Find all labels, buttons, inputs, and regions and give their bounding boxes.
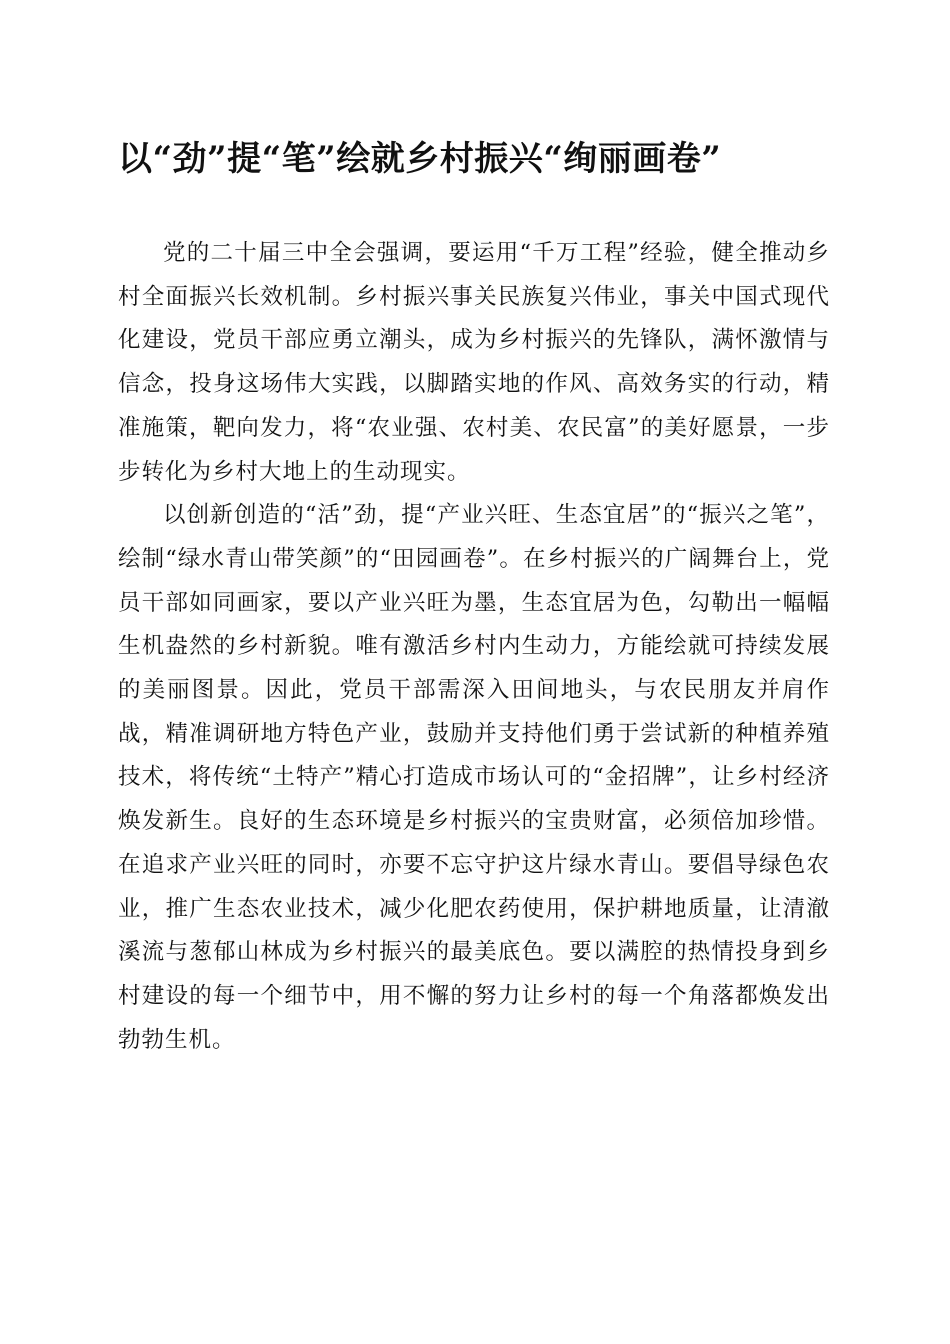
paragraph-2: 以创新创造的“活”劲，提“产业兴旺、生态宜居”的“振兴之笔”，绘制“绿水青山带笑颜”的“田园画卷”。在乡村振兴的广阔舞台上，党员干部如同画家，要以产业兴旺为墨，生态宜居为色，勾勒出一幅幅生机盎然的乡村新貌。唯有激活乡村内生动力，方能绘就可持续发展的美丽图景。因此，党员干部需深入田间地头，与农民朋友并肩作战，精准调研地方特色产业，鼓励并支持他们勇于尝试新的种植养殖技术，将传统“土特产”精心打造成市场认可的“金招牌”，让乡村经济焕发新生。良好的生态环境是乡村振兴的宝贵财富，必须倍加珍惜。在追求产业兴旺的同时，亦要不忘守护这片绿水青山。要倡导绿色农业，推广生态农业技术，减少化肥农药使用，保护耕地质量，让清澈溪流与葱郁山林成为乡村振兴的最美底色。要以满腔的热情投身到乡村建设的每一个细节中，用不懈的努力让乡村的每一个角落都焕发出勃勃生机。 (118, 502, 830, 1053)
document-body (118, 232, 830, 1062)
paragraph-1: 党的二十届三中全会强调，要运用“千万工程”经验，健全推动乡村全面振兴长效机制。乡村振兴事关民族复兴伟业，事关中国式现代化建设，党员干部应勇立潮头，成为乡村振兴的先锋队，满怀激情与信念，投身这场伟大实践，以脚踏实地的作风、高效务实的行动，精准施策，靶向发力，将“农业强、农村美、农民富”的美好愿景，一步步转化为乡村大地上的生动现实。 (118, 240, 830, 485)
document-title: 以“劲”提“笔”绘就乡村振兴“绚丽画卷” (118, 139, 722, 179)
